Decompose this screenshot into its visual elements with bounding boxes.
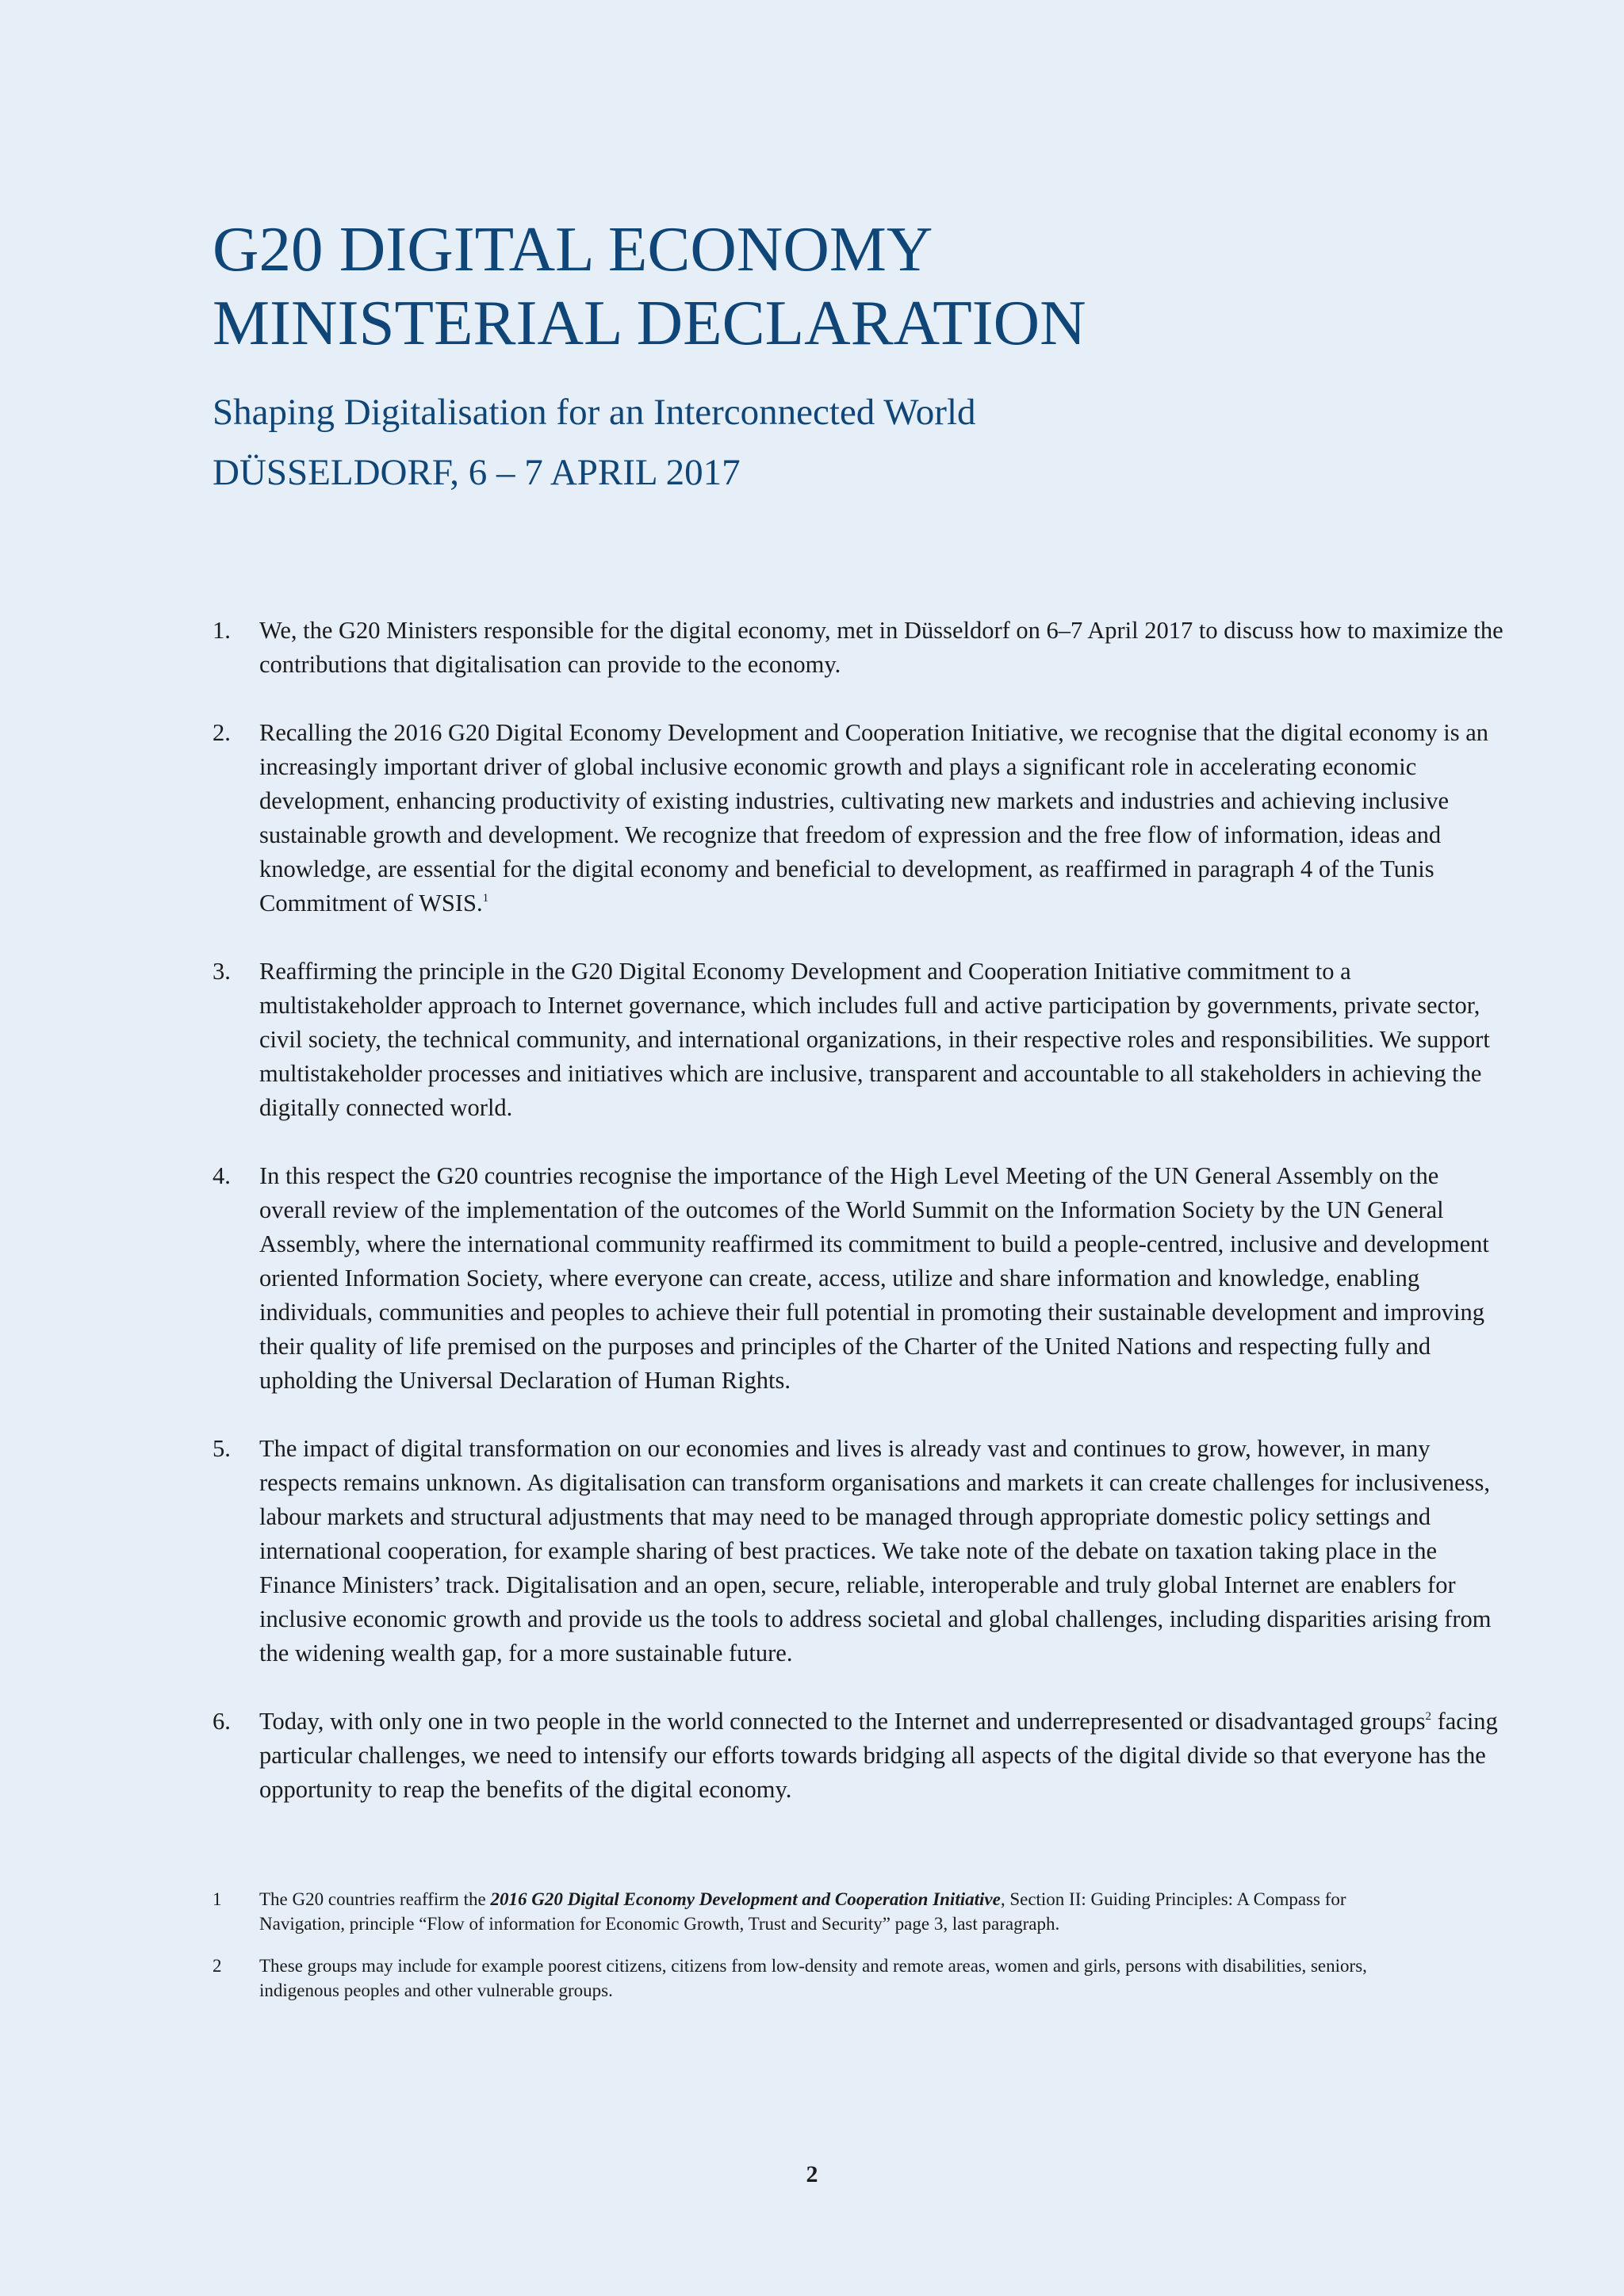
footnote-ref-1[interactable]: 1	[482, 892, 489, 905]
paragraph-text-before: Today, with only one in two people in the world connected to the Internet and underrepresented or disadvantaged groups	[259, 1708, 1426, 1735]
paragraph-1	[213, 614, 1505, 682]
paragraph-6	[213, 1705, 1505, 1807]
paragraph-text: We, the G20 Ministers responsible for the digital economy, met in Düsseldorf on 6–7 April 2017 to discuss how to maximize the contributions that digitalisation can provide to the economy.	[259, 617, 1503, 678]
footnote-1	[213, 1887, 1434, 1936]
dateline: DÜSSELDORF, 6 – 7 APRIL 2017	[213, 452, 741, 493]
footnote-number: 2	[213, 1956, 222, 1976]
footnote-text: These groups may include for example poorest citizens, citizens from low-density and remote areas, women and girls, persons with disabilities, seniors, indigenous peoples and other vulnerable groups.	[259, 1956, 1367, 2000]
footnote-emphasis: 2016 G20 Digital Economy Development and Cooperation Initiative	[490, 1889, 1001, 1909]
numbered-paragraphs	[213, 614, 1505, 1841]
page-title-line-1: G20 DIGITAL ECONOMY	[213, 213, 933, 285]
paragraph-text	[259, 716, 1505, 920]
paragraph-number: 2.	[213, 719, 231, 746]
paragraph-2	[213, 716, 1505, 920]
page-subtitle: Shaping Digitalisation for an Interconnected World	[213, 392, 976, 433]
footnote-text-before: The G20 countries reaffirm the	[259, 1889, 491, 1909]
paragraph-4	[213, 1159, 1505, 1398]
paragraph-number: 3.	[213, 958, 231, 985]
paragraph-number: 5.	[213, 1435, 231, 1462]
paragraph-number: 4.	[213, 1162, 231, 1189]
paragraph-text-body: Recalling the 2016 G20 Digital Economy Development and Cooperation Initiative, we recognise that the digital economy is an increasingly important driver of global inclusive economic growth and plays a significant role in accelerating economic development, enhancing productivity of existing industries, cultivating new markets and industries and achieving inclusive sustainable growth and development. We recognize that freedom of expression and the free flow of information, ideas and knowledge, are essential for the digital economy and beneficial to development, as reaffirmed in paragraph 4 of the Tunis Commitment of WSIS.	[259, 719, 1489, 916]
title-block	[213, 212, 1481, 495]
paragraph-text: Reaffirming the principle in the G20 Digital Economy Development and Cooperation Initiative commitment to a multistakeholder approach to Internet governance, which includes full and active participation by governments, private sector, civil society, the technical community, and international organizations, in their respective roles and responsibilities. We support multistakeholder processes and initiatives which are inclusive, transparent and accountable to all stakeholders in achieving the digitally connected world.	[259, 958, 1490, 1121]
footnotes	[213, 1887, 1434, 2020]
paragraph-text	[259, 1705, 1505, 1807]
paragraph-3	[213, 955, 1505, 1125]
page-number: 2	[806, 2161, 818, 2187]
paragraph-number: 6.	[213, 1708, 231, 1735]
footnote-text	[259, 1889, 1346, 1934]
footnote-ref-2[interactable]: 2	[1425, 1710, 1431, 1723]
page-title-line-2: MINISTERIAL DECLARATION	[213, 287, 1086, 358]
footnote-2	[213, 1954, 1434, 2003]
paragraph-text-after: facing particular challenges, we need to intensify our efforts towards bridging all aspects of the digital divide so that everyone has the opportunity to reap the benefits of the digital economy.	[259, 1708, 1498, 1803]
paragraph-number: 1.	[213, 617, 231, 644]
footnote-text-after: , Section II: Guiding Principles: A Compass for Navigation, principle “Flow of information for Economic Growth, Trust and Security” page 3, last paragraph.	[259, 1889, 1346, 1934]
paragraph-text: In this respect the G20 countries recognise the importance of the High Level Meeting of the UN General Assembly on the overall review of the implementation of the outcomes of the World Summit on the Information Society by the UN General Assembly, where the international community reaffirmed its commitment to build a people-centred, inclusive and development oriented Information Society, where everyone can create, access, utilize and share information and knowledge, enabling individuals, communities and peoples to achieve their full potential in promoting their sustainable development and improving their quality of life premised on the purposes and principles of the Charter of the United Nations and respecting fully and upholding the Universal Declaration of Human Rights.	[259, 1162, 1489, 1394]
footnote-number: 1	[213, 1889, 222, 1909]
paragraph-5	[213, 1432, 1505, 1670]
paragraph-text: The impact of digital transformation on our economies and lives is already vast and continues to grow, however, in many respects remains unknown. As digitalisation can transform organisations and markets it can create challenges for inclusiveness, labour markets and structural adjustments that may need to be managed through appropriate domestic policy settings and international cooperation, for example sharing of best practices. We take note of the debate on taxation taking place in the Finance Ministers’ track. Digitalisation and an open, secure, reliable, interoperable and truly global Internet are enablers for inclusive economic growth and provide us the tools to address societal and global challenges, including disparities arising from the widening wealth gap, for a more sustainable future.	[259, 1435, 1492, 1667]
